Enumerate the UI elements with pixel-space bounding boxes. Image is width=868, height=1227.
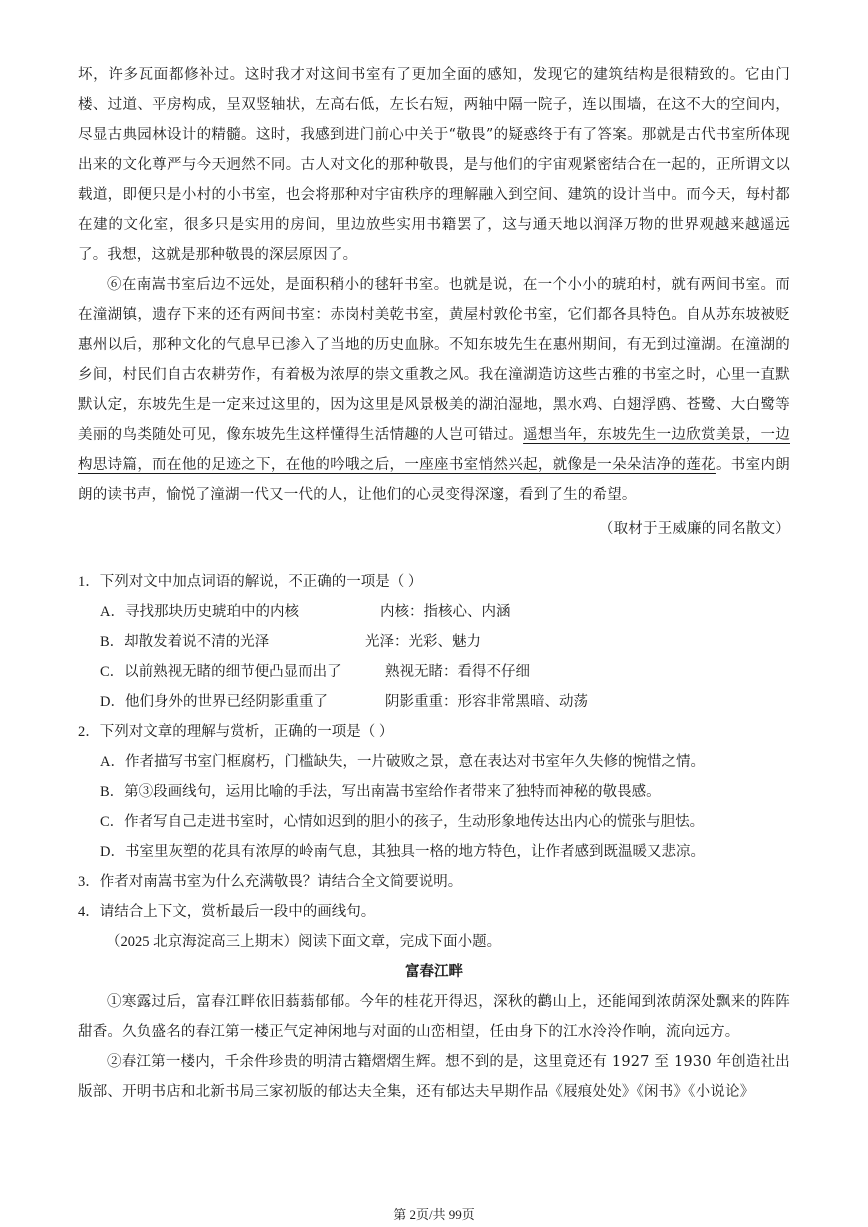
q1-option-c [100, 657, 790, 687]
paragraph-5-tail: 坏，许多瓦面都修补过。这时我才对这间书室有了更加全面的感知，发现它的建筑结构是很精致的。它由门楼、过道、平房构成，呈双竖轴状，左高右低，左长右短，两轴中隔一院子，连以围墙，在这不大的空间内，尽显古典园林设计的精髓。这时，我感到进门前心中关于“敬畏”的疑惑终于有了答案。那就是古代书室所体现出来的文化尊严与今天迥然不同。古人对文化的那种敬畏，是与他们的宇宙观紧密结合在一起的，正所谓文以载道，即便只是小村的小书室，也会将那种对宇宙秩序的理解融入到空间、建筑的设计当中。而今天，每村都在建的文化室，很多只是实用的房间，里边放些实用书籍罢了，这与通天地以润泽万物的世界观越来越遥远了。我想，这就是那种敬畏的深层原因了。 [78, 67, 790, 263]
question-1: 1．下列对文中加点词语的解说，不正确的一项是（ ） [78, 574, 423, 590]
q1-option-c-gloss: 熟视无睹：看得不仔细 [385, 664, 530, 680]
question-section [78, 567, 790, 987]
source-note: （取材于王威廉的同名散文） [598, 521, 790, 537]
q2-option-d: D．书室里灰塑的花具有浓厚的岭南气息，其独具一格的地方特色，让作者感到既温暖又悲凉。 [100, 844, 705, 860]
q1-option-b [100, 627, 790, 657]
q1-option-a-text: A．寻找那块历史琥珀中的内核 [100, 604, 299, 620]
question-4: 4．请结合上下文，赏析最后一段中的画线句。 [78, 904, 376, 920]
q1-option-b-text: B．却散发着说不清的光泽 [100, 634, 270, 650]
q1-option-c-text: C．以前熟视无睹的细节便凸显而出了 [100, 664, 342, 680]
q1-option-a-gloss: 内核：指核心、内涵 [380, 604, 511, 620]
article-2-paragraph-1: ①寒露过后，富春江畔依旧蓊蓊郁郁。今年的桂花开得迟，深秋的鹳山上，还能闻到浓荫深处飘来的阵阵甜香。久负盛名的春江第一楼正气定神闲地与对面的山峦相望，任由身下的江水泠泠作响，流向远方。 [78, 994, 790, 1040]
q1-option-a [100, 597, 790, 627]
q1-option-d [100, 687, 790, 717]
q2-option-b: B．第③段画线句，运用比喻的手法，写出南嵩书室给作者带来了独特而神秘的敬畏感。 [100, 784, 661, 800]
q1-option-b-gloss: 光泽：光彩、魅力 [365, 634, 481, 650]
question-2: 2．下列对文章的理解与赏析，正确的一项是（ ） [78, 724, 394, 740]
q1-option-d-gloss: 阴影重重：形容非常黑暗、动荡 [385, 694, 588, 710]
article-2-paragraph-2: ②春江第一楼内，千余件珍贵的明清古籍熠熠生辉。想不到的是，这里竟还有 1927 至 1930 年创造社出版部、开明书店和北新书局三家初版的郁达夫全集，还有郁达夫早期作品《屐痕处处》《闲书》《小说论》 [78, 1054, 790, 1100]
q2-option-c: C．作者写自己走进书室时，心情如迟到的胆小的孩子，生动形象地传达出内心的慌张与胆怯。 [100, 814, 705, 830]
q1-option-d-text: D．他们身外的世界已经阴影重重了 [100, 694, 328, 710]
paragraph-6-text: ⑥在南嵩书室后边不远处，是面积稍小的毬轩书室。也就是说，在一个小小的琥珀村，就有两间书室。而在潼湖镇，遗存下来的还有两间书室：赤岗村美乾书室，黄屋村敦伦书室，它们都各具特色。自从苏东坡被贬惠州以后，那种文化的气息早已渗入了当地的历史血脉。不知东坡先生在惠州期间，有无到过潼湖。在潼湖的乡间，村民们自古农耕劳作，有着极为浓厚的崇文重教之风。我在潼湖造访这些古雅的书室之时，心里一直默默认定，东坡先生是一定来过这里的，因为这里是风景极美的湖泊湿地，黑水鸡、白翅浮鸥、苍鹭、大白鹭等美丽的鸟类随处可见，像东坡先生这样懂得生活情趣的人岂可错过。 [78, 277, 790, 443]
article-title: 富春江畔 [405, 964, 463, 980]
underlined-sentence: 遥想当年，东坡先生一边欣赏美景，一边构思诗篇，而在他的足迹之下，在他的吟哦之后，一座座书室悄然兴起，就像是一朵朵洁净的莲花 [78, 427, 790, 473]
article-body [78, 60, 790, 544]
question-3: 3．作者对南嵩书室为什么充满敬畏？请结合全文简要说明。 [78, 874, 463, 890]
paragraph-6-end: 。书室内朗朗的读书声，愉悦了潼湖一代又一代的人，让他们的心灵变得深邃，看到了生的希望。 [78, 457, 790, 503]
article-2-body [78, 987, 790, 1107]
page-number: 第 2页/共 99页 [393, 1207, 475, 1222]
section-intro: （2025 北京海淀高三上期末）阅读下面文章，完成下面小题。 [106, 934, 502, 950]
paragraph-6 [78, 270, 790, 510]
q2-option-a: A．作者描写书室门框腐朽，门槛缺失，一片破败之景，意在表达对书室年久失修的惋惜之情。 [100, 754, 705, 770]
